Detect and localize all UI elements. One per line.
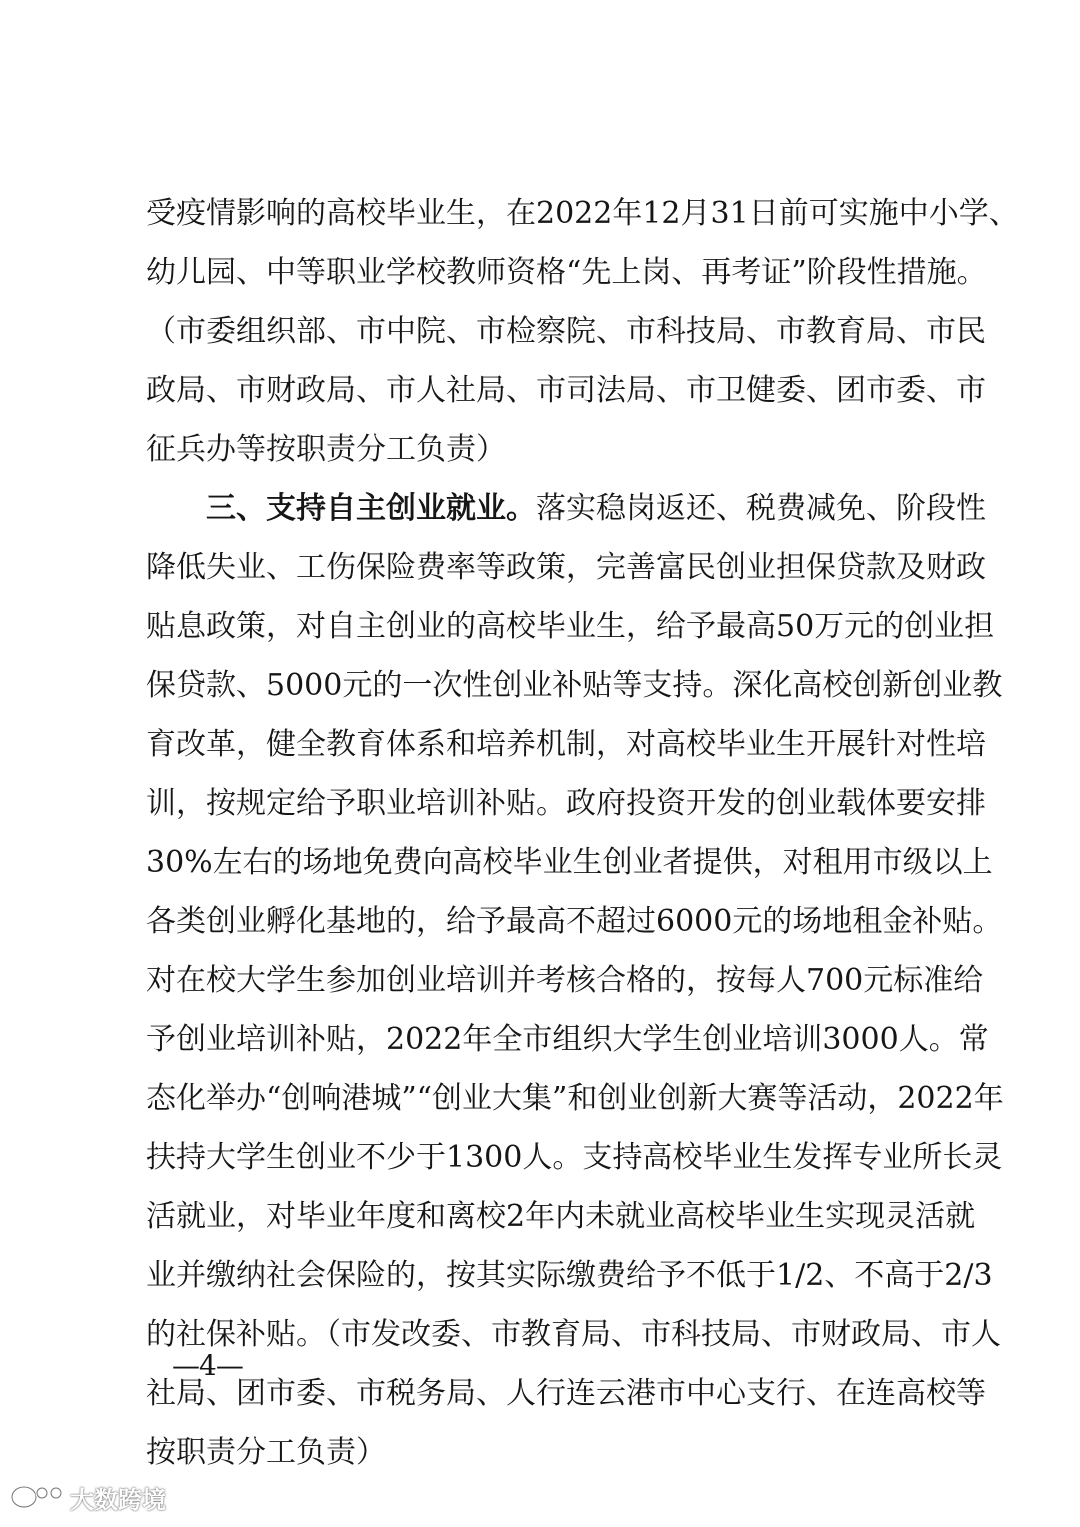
- body-line: （市委组织部、市中院、市检察院、市科技局、市教育局、市民: [146, 314, 986, 349]
- body-line: 活就业，对毕业年度和离校2年内未就业高校毕业生实现灵活就: [146, 1199, 976, 1234]
- body-line: 贴息政策，对自主创业的高校毕业生，给予最高50万元的创业担: [146, 609, 995, 644]
- section-heading: 三、支持自主创业就业。: [206, 491, 536, 526]
- body-line: 对在校大学生参加创业培训并考核合格的，按每人700元标准给: [146, 963, 984, 998]
- body-line: 业并缴纳社会保险的，按其实际缴费给予不低于1/2、不高于2/3: [146, 1258, 993, 1293]
- body-line: 受疫情影响的高校毕业生，在2022年12月31日前可实施中小学、: [146, 196, 1019, 231]
- watermark-text: 大数跨境: [70, 1485, 166, 1514]
- body-line: 降低失业、工伤保险费率等政策，完善富民创业担保贷款及财政: [146, 550, 986, 585]
- watermark: [10, 1477, 166, 1517]
- body-line: 征兵办等按职责分工负责）: [146, 432, 506, 467]
- body-line: 幼儿园、中等职业学校教师资格“先上岗、再考证”阶段性措施。: [146, 255, 987, 290]
- body-line: 扶持大学生创业不少于1300人。支持高校毕业生发挥专业所长灵: [146, 1140, 1003, 1175]
- section-3-first-line: [206, 484, 986, 534]
- watermark-logo-icon: [10, 1482, 66, 1512]
- body-line: 按职责分工负责）: [146, 1435, 386, 1470]
- body-line: 社局、团市委、市税务局、人行连云港市中心支行、在连高校等: [146, 1376, 986, 1411]
- body-line: 政局、市财政局、市人社局、市司法局、市卫健委、团市委、市: [146, 373, 986, 408]
- page-number: —4—: [172, 1349, 243, 1382]
- body-line: 各类创业孵化基地的，给予最高不超过6000元的场地租金补贴。: [146, 904, 1003, 939]
- section-text: 落实稳岗返还、税费减免、阶段性: [536, 491, 986, 526]
- body-line: 育改革，健全教育体系和培养机制，对高校毕业生开展针对性培: [146, 727, 986, 762]
- body-line: 30%左右的场地免费向高校毕业生创业者提供，对租用市级以上: [146, 845, 993, 880]
- body-line: 予创业培训补贴，2022年全市组织大学生创业培训3000人。常: [146, 1022, 989, 1057]
- body-line: 保贷款、5000元的一次性创业补贴等支持。深化高校创新创业教: [146, 668, 1003, 703]
- body-line: 态化举办“创响港城”“创业大集”和创业创新大赛等活动，2022年: [146, 1081, 1004, 1116]
- body-line: 的社保补贴。（市发改委、市教育局、市科技局、市财政局、市人: [146, 1317, 1001, 1352]
- body-line: 训，按规定给予职业培训补贴。政府投资开发的创业载体要安排: [146, 786, 986, 821]
